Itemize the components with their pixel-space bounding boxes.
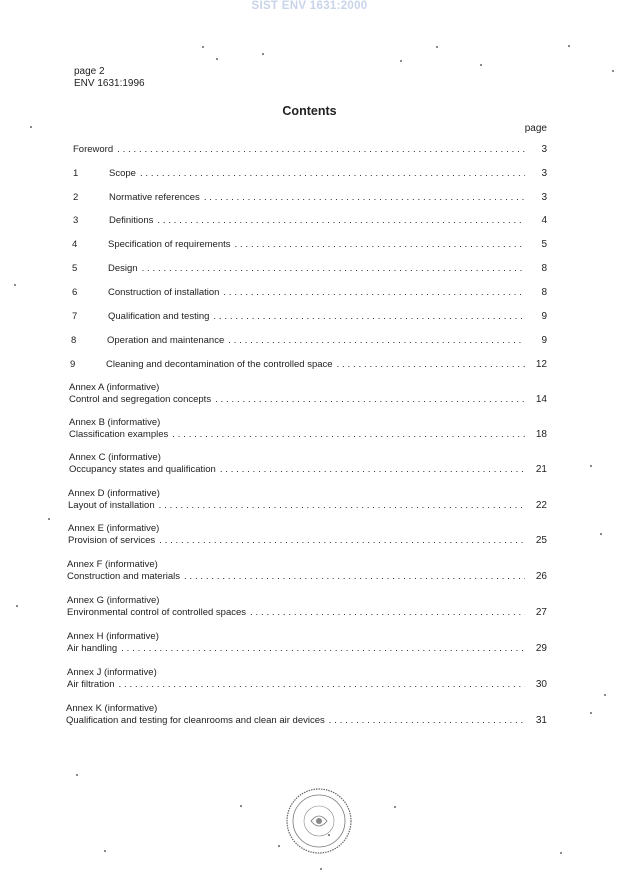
entry-number: 8 <box>71 335 77 346</box>
toc-annex-entry <box>69 464 547 476</box>
page-column-label: page <box>524 123 547 134</box>
scan-speck <box>568 45 570 47</box>
scan-speck <box>400 60 402 62</box>
entry-label: Construction of installation <box>108 287 220 298</box>
dot-leader <box>172 429 525 441</box>
toc-entry <box>71 335 547 347</box>
annex-heading: Annex C (informative) <box>69 452 161 463</box>
scan-speck <box>394 806 396 808</box>
entry-page-number: 31 <box>535 715 547 726</box>
header-standard: ENV 1631:1996 <box>74 78 145 89</box>
dot-leader <box>119 679 525 691</box>
toc-annex-entry <box>67 643 547 655</box>
scan-speck <box>14 284 16 286</box>
dot-leader <box>228 335 525 347</box>
annex-heading: Annex J (informative) <box>67 667 157 678</box>
entry-label: Qualification and testing for cleanrooms and clean air devices <box>66 715 325 726</box>
annex-heading: Annex E (informative) <box>68 523 160 534</box>
entry-page-number: 22 <box>535 500 547 511</box>
entry-label: Air handling <box>67 643 118 654</box>
dot-leader <box>215 394 525 406</box>
entry-page-number: 12 <box>535 359 547 370</box>
dot-leader <box>159 500 525 512</box>
entry-page-number: 9 <box>541 311 547 322</box>
page-header <box>74 66 145 90</box>
dot-leader <box>159 535 525 547</box>
toc-entry <box>73 215 547 227</box>
entry-page-number: 21 <box>535 464 547 475</box>
dot-leader <box>121 643 525 655</box>
dot-leader <box>157 215 525 227</box>
toc-entry <box>72 263 547 275</box>
dot-leader <box>184 571 525 583</box>
toc-annex-entry <box>68 535 547 547</box>
scan-speck <box>600 533 602 535</box>
toc-entry <box>72 239 547 251</box>
scan-speck <box>612 70 614 72</box>
entry-label: Operation and maintenance <box>107 335 225 346</box>
annex-heading: Annex B (informative) <box>69 417 161 428</box>
scan-speck <box>278 845 280 847</box>
scan-speck <box>560 852 562 854</box>
toc-entry <box>72 311 547 323</box>
scan-speck <box>604 694 606 696</box>
scan-speck <box>216 58 218 60</box>
toc-annex-entry <box>67 607 547 619</box>
entry-page-number: 3 <box>541 192 547 203</box>
watermark-text: SIST ENV 1631:2000 <box>251 0 368 12</box>
toc-annex-entry <box>66 715 547 727</box>
entry-page-number: 27 <box>535 607 547 618</box>
entry-label: Control and segregation concepts <box>69 394 212 405</box>
dot-leader <box>329 715 525 727</box>
entry-label: Occupancy states and qualification <box>69 464 216 475</box>
dot-leader <box>213 311 525 323</box>
scan-speck <box>320 868 322 870</box>
entry-number: 6 <box>72 287 78 298</box>
entry-label: Definitions <box>109 215 154 226</box>
entry-page-number: 18 <box>535 429 547 440</box>
entry-page-number: 5 <box>541 239 547 250</box>
entry-page-number: 4 <box>541 215 547 226</box>
scan-speck <box>480 64 482 66</box>
institute-seal-stamp <box>285 787 353 855</box>
dot-leader <box>140 168 525 180</box>
entry-number: 9 <box>70 359 76 370</box>
toc-entry <box>70 359 547 371</box>
entry-number: 5 <box>72 263 78 274</box>
header-page-number: page 2 <box>74 66 105 77</box>
toc-entry <box>72 287 547 299</box>
dot-leader <box>223 287 525 299</box>
entry-page-number: 8 <box>541 287 547 298</box>
annex-heading: Annex F (informative) <box>67 559 158 570</box>
entry-label: Air filtration <box>67 679 115 690</box>
entry-page-number: 3 <box>541 144 547 155</box>
entry-page-number: 25 <box>535 535 547 546</box>
scan-speck <box>16 605 18 607</box>
entry-label: Scope <box>109 168 136 179</box>
scan-speck <box>240 805 242 807</box>
toc-annex-entry <box>69 394 547 406</box>
toc-entry <box>73 168 547 180</box>
entry-page-number: 29 <box>535 643 547 654</box>
entry-number: 1 <box>73 168 79 179</box>
scan-speck <box>76 774 78 776</box>
entry-number: 7 <box>72 311 78 322</box>
entry-number: 2 <box>73 192 79 203</box>
scan-speck <box>202 46 204 48</box>
entry-label: Classification examples <box>69 429 169 440</box>
dot-leader <box>117 144 525 156</box>
annex-heading: Annex A (informative) <box>69 382 160 393</box>
entry-page-number: 14 <box>535 394 547 405</box>
entry-label: Qualification and testing <box>108 311 210 322</box>
entry-label: Cleaning and decontamination of the controlled space <box>106 359 333 370</box>
entry-number: 3 <box>73 215 79 226</box>
dot-leader <box>204 192 525 204</box>
scan-speck <box>328 834 330 836</box>
entry-page-number: 26 <box>535 571 547 582</box>
entry-page-number: 9 <box>541 335 547 346</box>
scan-speck <box>48 518 50 520</box>
dot-leader <box>337 359 525 371</box>
entry-label: Provision of services <box>68 535 156 546</box>
entry-page-number: 3 <box>541 168 547 179</box>
entry-label: Layout of installation <box>68 500 155 511</box>
dot-leader <box>250 607 525 619</box>
scan-speck <box>262 53 264 55</box>
entry-label: Environmental control of controlled spaces <box>67 607 247 618</box>
page-title: Contents <box>282 104 337 118</box>
dot-leader <box>142 263 525 275</box>
entry-label: Specification of requirements <box>108 239 231 250</box>
toc-annex-entry <box>69 429 547 441</box>
dot-leader <box>220 464 525 476</box>
annex-heading: Annex D (informative) <box>68 488 160 499</box>
toc-annex-entry <box>67 679 547 691</box>
scan-speck <box>436 46 438 48</box>
entry-page-number: 8 <box>541 263 547 274</box>
toc-annex-entry <box>68 500 547 512</box>
toc-entry-foreword <box>73 144 547 156</box>
toc-annex-entry <box>67 571 547 583</box>
entry-label: Construction and materials <box>67 571 180 582</box>
entry-label: Normative references <box>109 192 200 203</box>
annex-heading: Annex G (informative) <box>67 595 160 606</box>
annex-heading: Annex H (informative) <box>67 631 159 642</box>
entry-page-number: 30 <box>535 679 547 690</box>
scan-speck <box>590 712 592 714</box>
entry-number: 4 <box>72 239 78 250</box>
entry-label: Foreword <box>73 144 114 155</box>
dot-leader <box>235 239 525 251</box>
scan-speck <box>104 850 106 852</box>
scan-speck <box>30 126 32 128</box>
entry-label: Design <box>108 263 138 274</box>
scan-speck <box>590 465 592 467</box>
toc-entry <box>73 192 547 204</box>
annex-heading: Annex K (informative) <box>66 703 158 714</box>
